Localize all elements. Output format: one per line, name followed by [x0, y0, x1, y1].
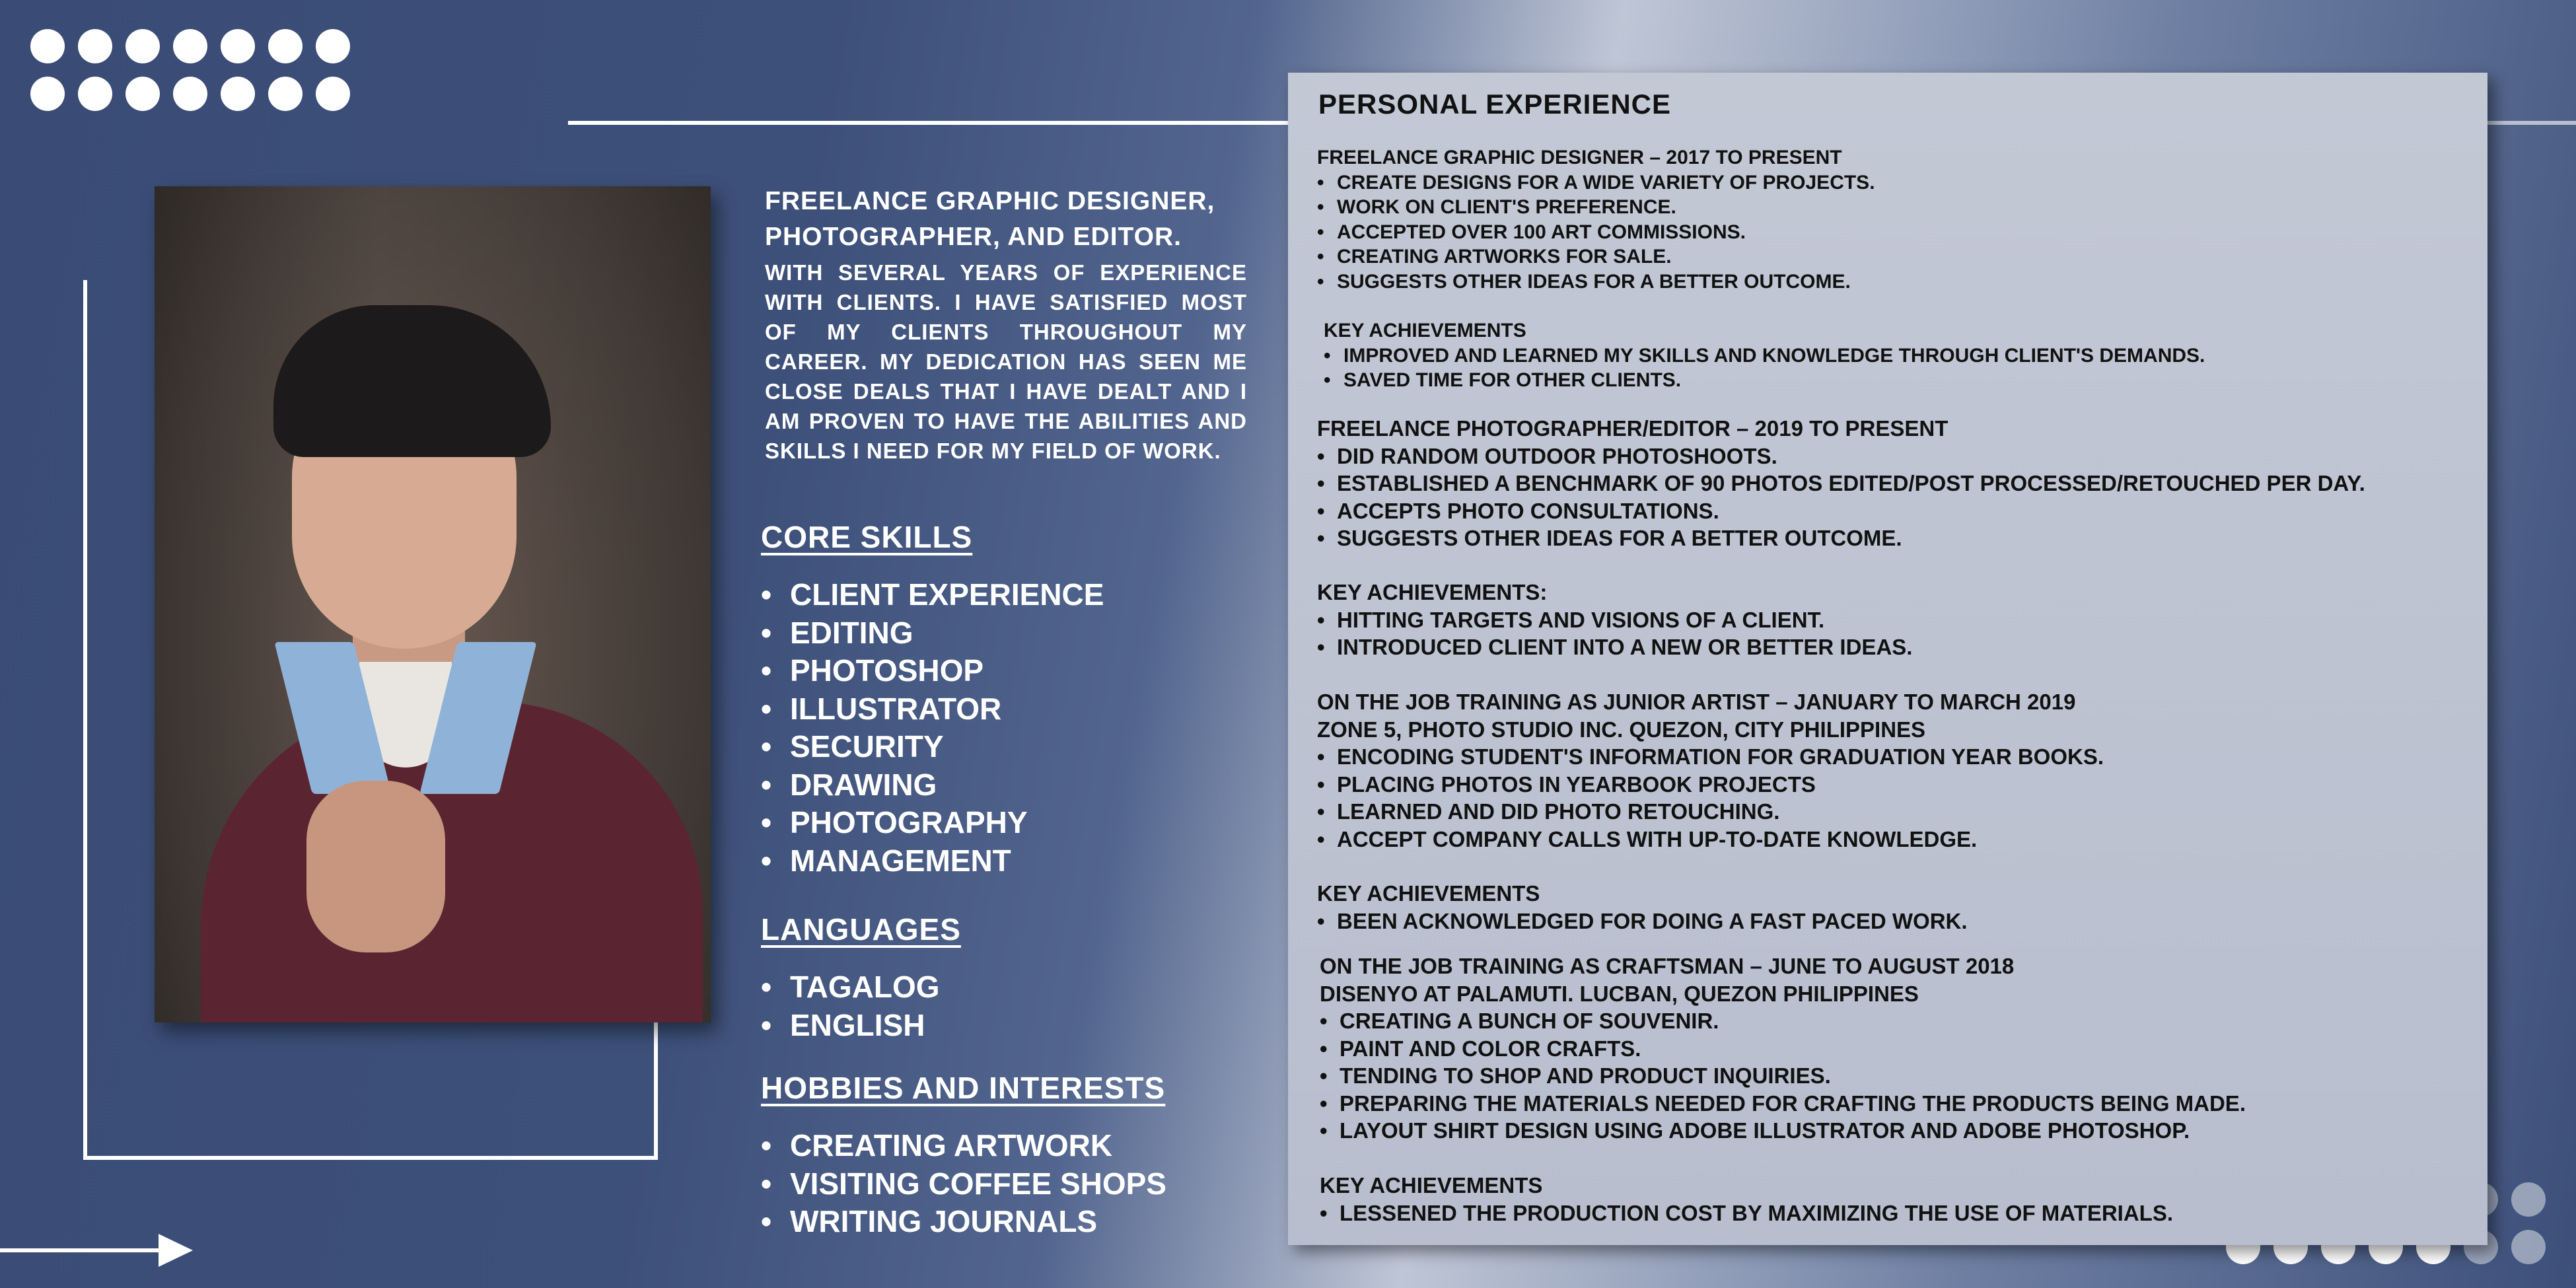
entry-title: KEY ACHIEVEMENTS [1317, 881, 1540, 906]
list-item: • PHOTOSHOP [761, 652, 1104, 690]
list-item: • ESTABLISHED A BENCHMARK OF 90 PHOTOS EDITED/POST PROCESSED/RETOUCHED PER DAY. [1317, 470, 2365, 497]
intro-body: WITH SEVERAL YEARS OF EXPERIENCE WITH CLIENTS. I HAVE SATISFIED MOST OF MY CLIENTS THROUGHOUT MY CAREER. MY DEDICATION HAS SEEN ME CLOSE DEALS THAT I HAVE DEALT AND I AM PROVEN TO HAVE THE ABILITIES AND SKILLS I NEED FOR MY FIELD OF WORK. [765, 260, 1247, 463]
list-item: • SUGGESTS OTHER IDEAS FOR A BETTER OUTCOME. [1317, 524, 2365, 552]
hobbies-heading: HOBBIES AND INTERESTS [761, 1071, 1166, 1105]
decorative-dots-top-left [30, 29, 350, 111]
list-item: • CREATE DESIGNS FOR A WIDE VARIETY OF PROJECTS. [1317, 170, 1875, 196]
list-item: • HITTING TARGETS AND VISIONS OF A CLIENT. [1317, 606, 1912, 634]
entry-title: ON THE JOB TRAINING AS CRAFTSMAN – JUNE TO AUGUST 2018 [1320, 954, 2015, 978]
list-item: • CREATING ARTWORK [761, 1127, 1166, 1165]
list-item: • MANAGEMENT [761, 842, 1104, 880]
experience-card [1288, 73, 2487, 1245]
list-item: • BEEN ACKNOWLEDGED FOR DOING A FAST PACED WORK. [1317, 908, 1968, 935]
entry-title: FREELANCE PHOTOGRAPHER/EDITOR – 2019 TO PRESENT [1317, 416, 1949, 441]
arrow-line [0, 1248, 165, 1252]
entry-subtitle: ZONE 5, PHOTO STUDIO INC. QUEZON, CITY PHILIPPINES [1317, 717, 1926, 742]
languages-list [761, 968, 940, 1044]
profile-photo [155, 186, 711, 1022]
list-item: • ACCEPT COMPANY CALLS WITH UP-TO-DATE KNOWLEDGE. [1317, 826, 2104, 853]
list-item: • CREATING A BUNCH OF SOUVENIR. [1320, 1007, 2246, 1035]
experience-key-achievements-3 [1317, 880, 1968, 935]
hobbies-list [761, 1127, 1166, 1241]
list-item: • ACCEPTS PHOTO CONSULTATIONS. [1317, 497, 2365, 525]
list-item: • WRITING JOURNALS [761, 1203, 1166, 1241]
experience-entry-photographer [1317, 415, 2365, 552]
list-item: • DRAWING [761, 766, 1104, 805]
list-item: • ACCEPTED OVER 100 ART COMMISSIONS. [1317, 220, 1875, 245]
list-item: • TAGALOG [761, 968, 940, 1007]
experience-key-achievements-4 [1320, 1172, 2173, 1227]
entry-subtitle: DISENYO AT PALAMUTI. LUCBAN, QUEZON PHILIPPINES [1320, 981, 1919, 1006]
list-item: • WORK ON CLIENT'S PREFERENCE. [1317, 195, 1875, 220]
list-item: • LAYOUT SHIRT DESIGN USING ADOBE ILLUSTRATOR AND ADOBE PHOTOSHOP. [1320, 1117, 2246, 1145]
list-item: • LESSENED THE PRODUCTION COST BY MAXIMIZING THE USE OF MATERIALS. [1320, 1199, 2173, 1227]
experience-heading: PERSONAL EXPERIENCE [1318, 89, 1672, 120]
entry-title: ON THE JOB TRAINING AS JUNIOR ARTIST – JANUARY TO MARCH 2019 [1317, 690, 2076, 714]
list-item: • LEARNED AND DID PHOTO RETOUCHING. [1317, 798, 2104, 826]
list-item: • TENDING TO SHOP AND PRODUCT INQUIRIES. [1320, 1062, 2246, 1090]
list-item: • EDITING [761, 614, 1104, 653]
list-item: • CLIENT EXPERIENCE [761, 576, 1104, 614]
arrow-right-icon [159, 1234, 193, 1267]
experience-key-achievements-2 [1317, 579, 1912, 661]
experience-entry-craftsman [1320, 952, 2246, 1145]
list-item: • VISITING COFFEE SHOPS [761, 1165, 1166, 1203]
top-right-divider-line [2487, 121, 2576, 125]
list-item: • INTRODUCED CLIENT INTO A NEW OR BETTER IDEAS. [1317, 633, 1912, 661]
experience-entry-graphic-designer [1317, 145, 1875, 294]
intro-title: FREELANCE GRAPHIC DESIGNER, PHOTOGRAPHER, AND EDITOR. [765, 187, 1215, 251]
list-item: • PAINT AND COLOR CRAFTS. [1320, 1035, 2246, 1063]
top-divider-line [568, 121, 1288, 125]
list-item: • SUGGESTS OTHER IDEAS FOR A BETTER OUTCOME. [1317, 269, 1875, 295]
experience-key-achievements-1 [1324, 318, 2205, 393]
intro-block [765, 184, 1247, 466]
list-item: • DID RANDOM OUTDOOR PHOTOSHOOTS. [1317, 443, 2365, 470]
list-item: • ENCODING STUDENT'S INFORMATION FOR GRADUATION YEAR BOOKS. [1317, 743, 2104, 771]
list-item: • CREATING ARTWORKS FOR SALE. [1317, 244, 1875, 269]
list-item: • PREPARING THE MATERIALS NEEDED FOR CRAFTING THE PRODUCTS BEING MADE. [1320, 1090, 2246, 1118]
core-skills-heading: CORE SKILLS [761, 520, 973, 554]
entry-title: KEY ACHIEVEMENTS [1320, 1173, 1543, 1198]
experience-entry-junior-artist [1317, 688, 2104, 853]
list-item: • SAVED TIME FOR OTHER CLIENTS. [1324, 368, 2205, 393]
languages-heading: LANGUAGES [761, 912, 961, 947]
entry-title: KEY ACHIEVEMENTS [1324, 320, 1526, 341]
list-item: • PLACING PHOTOS IN YEARBOOK PROJECTS [1317, 771, 2104, 799]
entry-title: FREELANCE GRAPHIC DESIGNER – 2017 TO PRESENT [1317, 147, 1842, 168]
list-item: • ENGLISH [761, 1007, 940, 1045]
list-item: • PHOTOGRAPHY [761, 804, 1104, 842]
entry-title: KEY ACHIEVEMENTS: [1317, 580, 1548, 604]
list-item: • IMPROVED AND LEARNED MY SKILLS AND KNOWLEDGE THROUGH CLIENT'S DEMANDS. [1324, 343, 2205, 369]
list-item: • SECURITY [761, 728, 1104, 766]
core-skills-list [761, 576, 1104, 880]
list-item: • ILLUSTRATOR [761, 690, 1104, 729]
